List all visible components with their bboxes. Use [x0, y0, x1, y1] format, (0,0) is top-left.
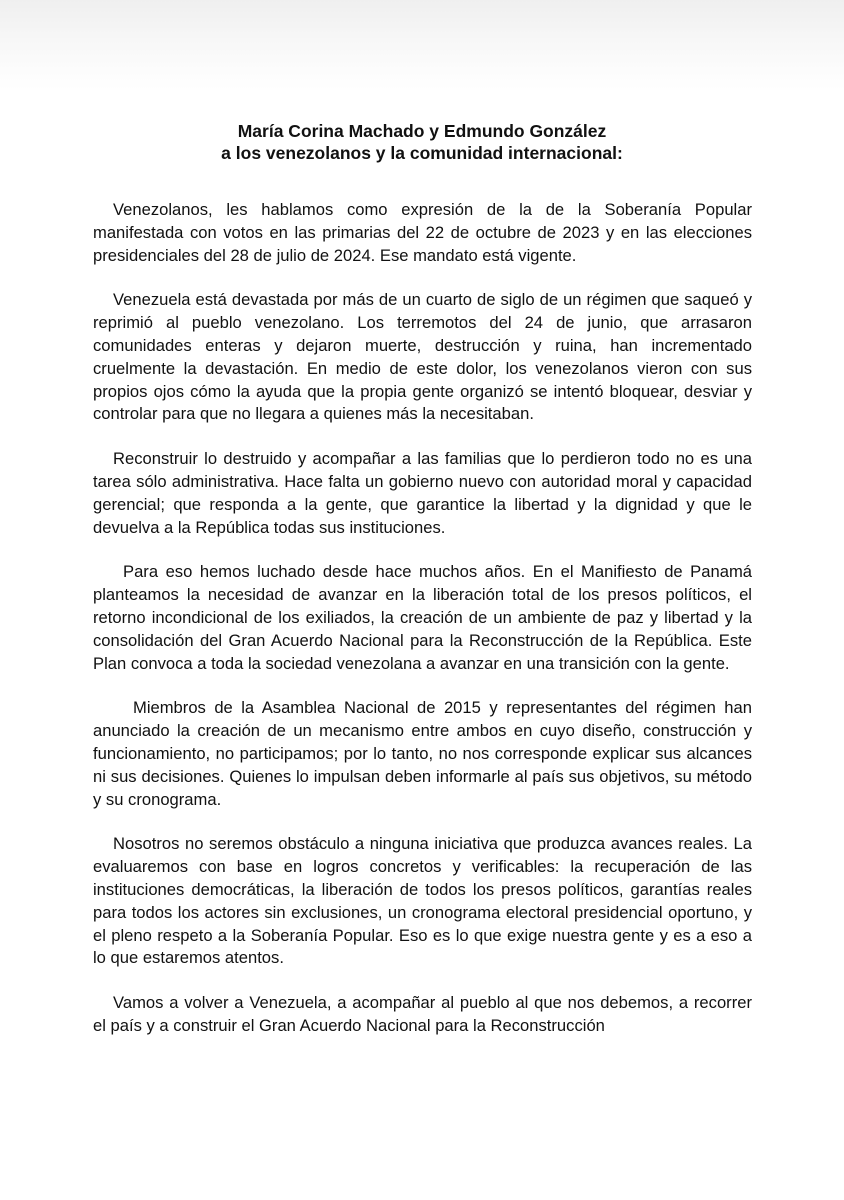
paragraph-5: Miembros de la Asamblea Nacional de 2015 y representantes del régimen han anunciado la creación de un mecanismo entre ambos en cuyo diseño, construcción y funcionamiento, no participamos; por lo tanto, no nos corresponde explicar sus alcances ni sus decisiones. Quienes lo impulsan deben informarle al país sus objetivos, su método y su cronograma.	[93, 698, 752, 809]
paragraph-4: Para eso hemos luchado desde hace muchos años. En el Manifiesto de Panamá planteamos la necesidad de avanzar en la liberación total de los presos políticos, el retorno incondicional de los exiliados, la creación de un ambiente de paz y libertad y la consolidación del Gran Acuerdo Nacional para la Reconstrucción de la República. Este Plan convoca a toda la sociedad venezolana a avanzar en una transición con la gente.	[93, 562, 752, 673]
document-title	[0, 120, 844, 164]
paragraph-6: Nosotros no seremos obstáculo a ninguna iniciativa que produzca avances reales. La evaluaremos con base en logros concretos y verificables: la recuperación de las instituciones democráticas, la liberación de todos los presos políticos, garantías reales para todos los actores sin exclusiones, un cronograma electoral presidencial oportuno, y el pleno respeto a la Soberanía Popular. Eso es lo que exige nuestra gente y es a eso a lo que estaremos atentos.	[93, 834, 752, 968]
paragraph-2: Venezuela está devastada por más de un cuarto de siglo de un régimen que saqueó y reprimió al pueblo venezolano. Los terremotos del 24 de junio, que arrasaron comunidades enteras y dejaron muerte, destrucción y ruina, han incrementado cruelmente la devastación. En medio de este dolor, los venezolanos vieron con sus propios ojos cómo la ayuda que la propia gente organizó se intentó bloquear, desviar y controlar para que no llegara a quienes más la necesitaban.	[93, 290, 752, 424]
paragraph-1: Venezolanos, les hablamos como expresión de la de la Soberanía Popular manifestada con votos en las primarias del 22 de octubre de 2023 y en las elecciones presidenciales del 28 de julio de 2024. Ese mandato está vigente.	[93, 200, 752, 265]
paragraph-7: Vamos a volver a Venezuela, a acompañar al pueblo al que nos debemos, a recorrer el país y a construir el Gran Acuerdo Nacional para la Reconstrucción	[93, 993, 752, 1035]
title-line-2: a los venezolanos y la comunidad internacional:	[221, 143, 623, 163]
title-line-1: María Corina Machado y Edmundo González	[237, 121, 607, 141]
paragraph-3: Reconstruir lo destruido y acompañar a las familias que lo perdieron todo no es una tarea sólo administrativa. Hace falta un gobierno nuevo con autoridad moral y capacidad gerencial; que responda a la gente, que garantice la libertad y la dignidad y que le devuelva a la República todas sus instituciones.	[93, 449, 752, 537]
document-body	[93, 199, 752, 1060]
